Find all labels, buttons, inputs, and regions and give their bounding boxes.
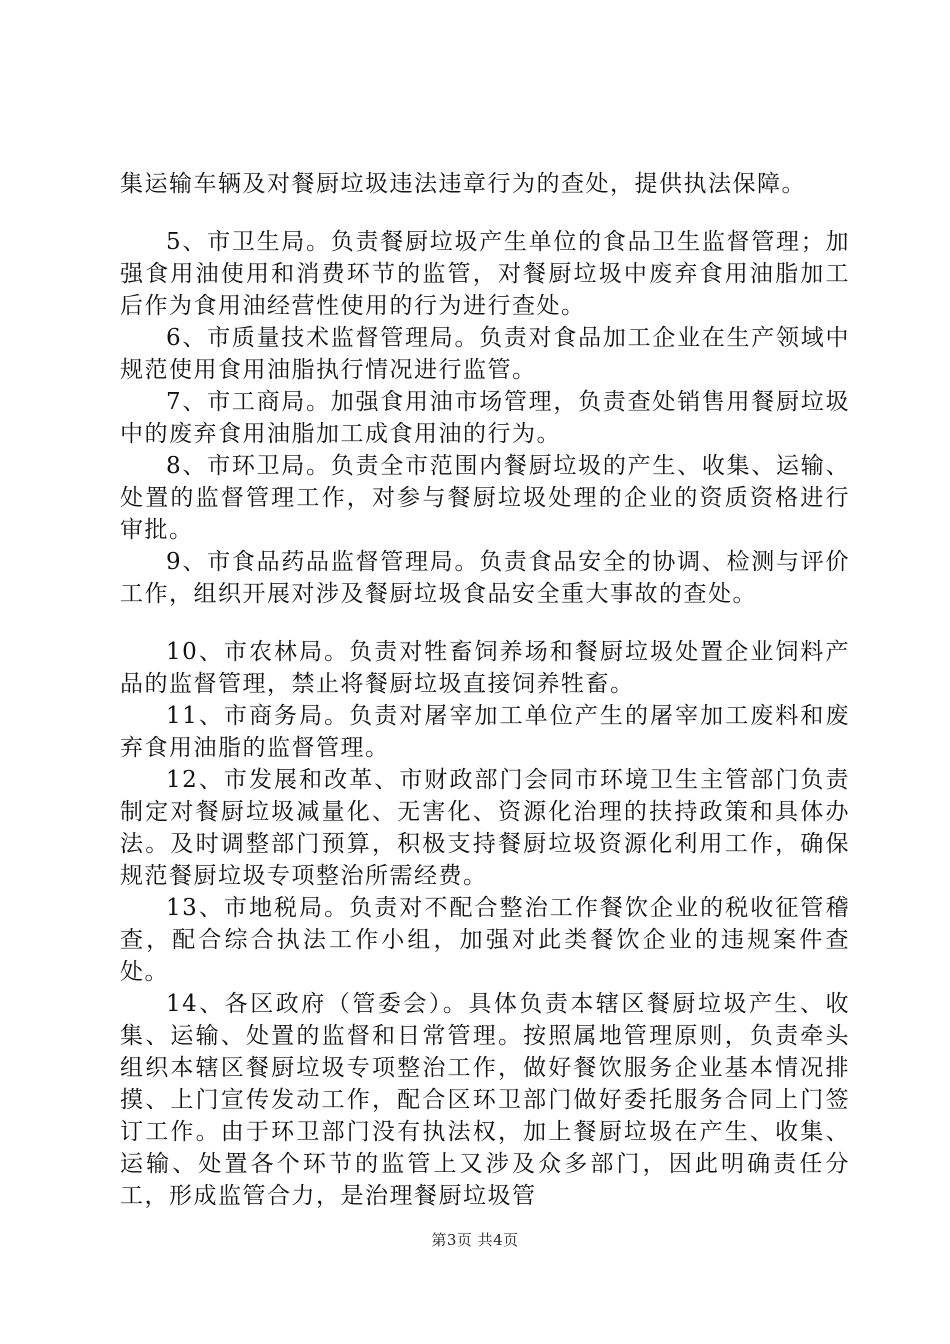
paragraph-item-10: 10、市农林局。负责对牲畜饲养场和餐厨垃圾处置企业饲料产品的监督管理，禁止将餐厨垃圾直接饲养牲畜。: [120, 639, 850, 697]
paragraph-item-14: 14、各区政府（管委会）。具体负责本辖区餐厨垃圾产生、收集、运输、处置的监督和日常管理。按照属地管理原则，负责牵头组织本辖区餐厨垃圾专项整治工作，做好餐饮服务企业基本情况排摸、上门宣传发动工作，配合区环卫部门做好委托服务合同上门签订工作。由于环卫部门没有执法权，加上餐厨垃圾在产生、收集、运输、处置各个环节的监管上又涉及众多部门，因此明确责任分工，形成监管合力，是治理餐厨垃圾管: [120, 991, 850, 1209]
paragraph-item-13: 13、市地税局。负责对不配合整治工作餐饮企业的税收征管稽查，配合综合执法工作小组，加强对此类餐饮企业的违规案件查处。: [120, 895, 850, 985]
paragraph-item-6: 6、市质量技术监督管理局。负责对食品加工企业在生产领域中规范使用食用油脂执行情况进行监管。: [120, 325, 850, 383]
paragraph-continuation: 集运输车辆及对餐厨垃圾违法违章行为的查处，提供执法保障。: [120, 171, 806, 197]
page-number-footer: 第3页 共4页: [431, 1231, 519, 1249]
paragraph-item-11: 11、市商务局。负责对屠宰加工单位产生的屠宰加工废料和废弃食用油脂的监督管理。: [120, 703, 850, 761]
paragraph-item-5: 5、市卫生局。负责餐厨垃圾产生单位的食品卫生监督管理；加强食用油使用和消费环节的监管，对餐厨垃圾中废弃食用油脂加工后作为食用油经营性使用的行为进行查处。: [120, 229, 850, 319]
paragraph-item-8: 8、市环卫局。负责全市范围内餐厨垃圾的产生、收集、运输、处置的监督管理工作，对参与餐厨垃圾处理的企业的资质资格进行审批。: [120, 453, 850, 543]
paragraph-item-12: 12、市发展和改革、市财政部门会同市环境卫生主管部门负责制定对餐厨垃圾减量化、无害化、资源化治理的扶持政策和具体办法。及时调整部门预算，积极支持餐厨垃圾资源化利用工作，确保规范餐厨垃圾专项整治所需经费。: [120, 767, 850, 889]
document-body: [120, 168, 850, 1212]
paragraph-item-7: 7、市工商局。加强食用油市场管理，负责查处销售用餐厨垃圾中的废弃食用油脂加工成食用油的行为。: [120, 389, 850, 447]
paragraph-item-9: 9、市食品药品监督管理局。负责食品安全的协调、检测与评价工作，组织开展对涉及餐厨垃圾食品安全重大事故的查处。: [120, 549, 850, 607]
